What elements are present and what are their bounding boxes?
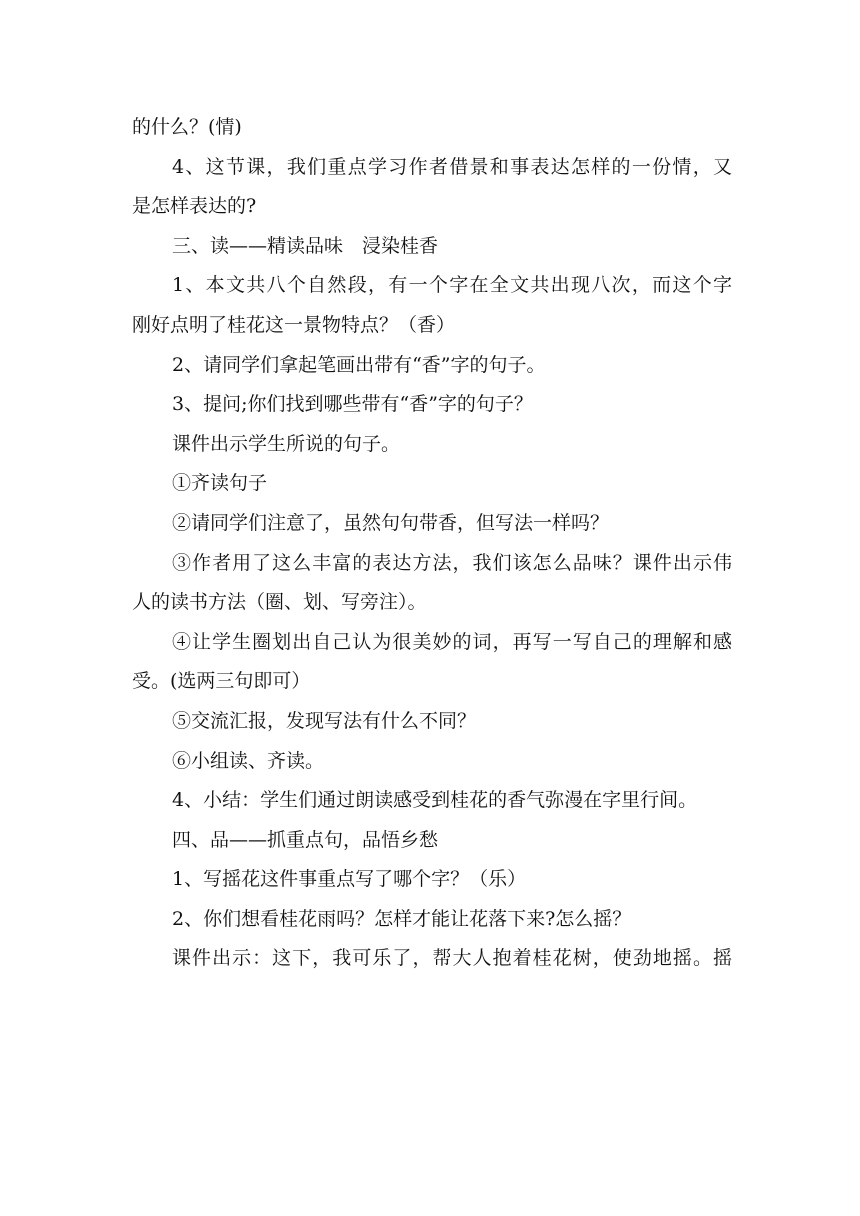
text-line: ③作者用了这么丰富的表达方法，我们该怎么品味？课件出示伟	[172, 551, 732, 574]
section-heading: 四、品——抓重点句，品悟乡愁	[172, 828, 439, 851]
text-line: 4、小结：学生们通过朗读感受到桂花的香气弥漫在字里行间。	[172, 789, 698, 812]
text-line: ②请同学们注意了，虽然句句带香，但写法一样吗？	[172, 511, 610, 534]
text-line: 课件出示学生所说的句子。	[172, 432, 401, 455]
text-line: 1、本文共八个自然段，有一个字在全文共出现八次，而这个字	[172, 274, 732, 297]
text-line: ①齐读句子	[172, 472, 268, 495]
text-line: 受。(选两三句即可）	[132, 670, 311, 693]
section-heading: 三、读——精读品味 浸染桂香	[172, 234, 439, 257]
text-line: 1、写摇花这件事重点写了哪个字？（乐）	[172, 868, 527, 891]
text-line: 是怎样表达的?	[132, 195, 257, 218]
text-line: ④让学生圈划出自己认为很美妙的词，再写一写自己的理解和感	[172, 630, 732, 653]
text-line: 3、提问;你们找到哪些带有“香”字的句子？	[172, 393, 533, 416]
text-line: 课件出示：这下，我可乐了，帮大人抱着桂花树，使劲地摇。摇	[172, 947, 732, 970]
text-line: 的什么？(情)	[132, 116, 242, 138]
document-body	[132, 108, 732, 979]
text-line: ⑥小组读、齐读。	[172, 749, 325, 772]
text-line: 2、你们想看桂花雨吗？怎样才能让花落下来?怎么摇？	[172, 907, 632, 930]
text-line: 人的读书方法（圈、划、写旁注）。	[132, 591, 427, 614]
text-line: 刚好点明了桂花这一景物特点？（香）	[132, 313, 456, 336]
text-line: ⑤交流汇报，发现写法有什么不同？	[172, 709, 477, 732]
text-line: 2、请同学们拿起笔画出带有“香”字的句子。	[172, 353, 546, 376]
text-line: 4、这节课，我们重点学习作者借景和事表达怎样的一份情，又	[172, 155, 732, 178]
